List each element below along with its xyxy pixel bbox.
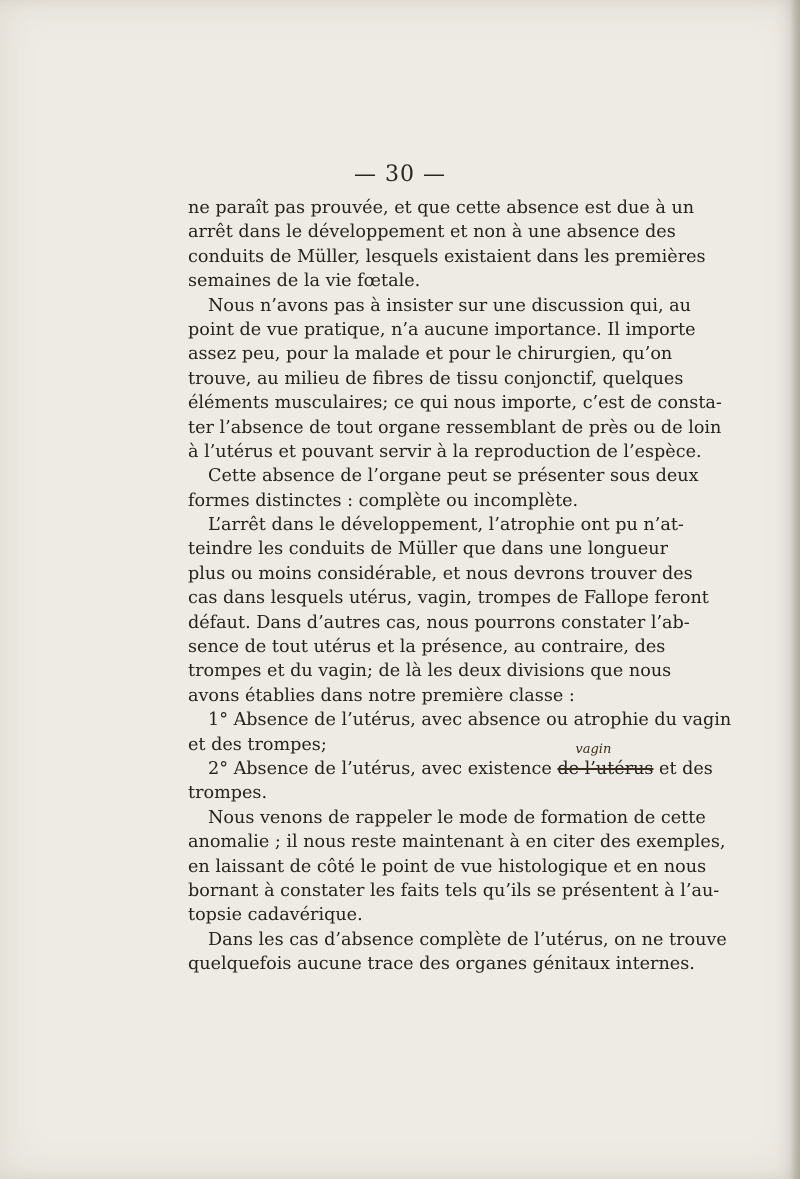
text-line: défaut. Dans d’autres cas, nous pourrons constater l’ab-: [188, 612, 690, 633]
text-line: cas dans lesquels utérus, vagin, trompes de Fallope feront: [188, 588, 709, 609]
corrected-line-after: et des: [653, 758, 713, 779]
text-line: quelquefois aucune trace des organes génitaux internes.: [188, 954, 695, 975]
text-line: trouve, au milieu de fibres de tissu conjonctif, quelques: [188, 368, 684, 389]
text-line: plus ou moins considérable, et nous devrons trouver des: [188, 563, 693, 584]
text-line: Dans les cas d’absence complète de l’utérus, on ne trouve: [208, 929, 727, 950]
text-line: formes distinctes : complète ou incomplète.: [188, 490, 579, 511]
text-line: en laissant de côté le point de vue histologique et en nous: [188, 856, 707, 877]
text-line: arrêt dans le développement et non à une absence des: [188, 222, 676, 243]
text-line: assez peu, pour la malade et pour le chirurgien, qu’on: [188, 344, 673, 365]
text-line: à l’utérus et pouvant servir à la reproduction de l’espèce.: [188, 441, 702, 462]
corrected-line-before: 2° Absence de l’utérus, avec existence: [208, 758, 558, 779]
text-line: teindre les conduits de Müller que dans une longueur: [188, 539, 669, 560]
text-line: sence de tout utérus et la présence, au contraire, des: [188, 637, 666, 658]
paragraph-lines-bottom: [188, 781, 727, 976]
text-line: Nous n’avons pas à insister sur une discussion qui, au: [208, 295, 691, 316]
text-line: Cette absence de l’organe peut se présenter sous deux: [208, 466, 699, 487]
text-line: topsie cadavérique.: [188, 905, 363, 926]
handwritten-correction: [557, 741, 654, 781]
page-number: — 30 —: [354, 162, 446, 187]
paragraph-lines-top: [188, 196, 732, 757]
body-text: [188, 196, 732, 977]
text-line: ter l’absence de tout organe ressemblant de près ou de loin: [188, 417, 722, 438]
handwritten-insertion: vagin: [575, 741, 612, 757]
text-line: et des trompes;: [188, 734, 327, 755]
text-line: trompes.: [188, 783, 268, 804]
text-line: anomalie ; il nous reste maintenant à en citer des exemples,: [188, 832, 726, 853]
struck-text: de l’utérus: [557, 758, 654, 779]
text-line: trompes et du vagin; de là les deux divisions que nous: [188, 661, 672, 682]
text-line: éléments musculaires; ce qui nous importe, c’est de consta-: [188, 393, 722, 414]
text-line: semaines de la vie fœtale.: [188, 271, 421, 292]
text-line: Nous venons de rappeler le mode de formation de cette: [208, 807, 706, 828]
text-line: point de vue pratique, n’a aucune importance. Il importe: [188, 319, 696, 340]
text-line: avons établies dans notre première classe :: [188, 685, 575, 706]
text-line: bornant à constater les faits tels qu’ils se présentent à l’au-: [188, 880, 720, 901]
text-line: conduits de Müller, lesquels existaient dans les premières: [188, 246, 706, 267]
text-line: L’arrêt dans le développement, l’atrophie ont pu n’at-: [208, 515, 684, 536]
text-line: ne paraît pas prouvée, et que cette absence est due à un: [188, 198, 695, 218]
text-line: 1° Absence de l’utérus, avec absence ou atrophie du vagin: [208, 710, 732, 731]
